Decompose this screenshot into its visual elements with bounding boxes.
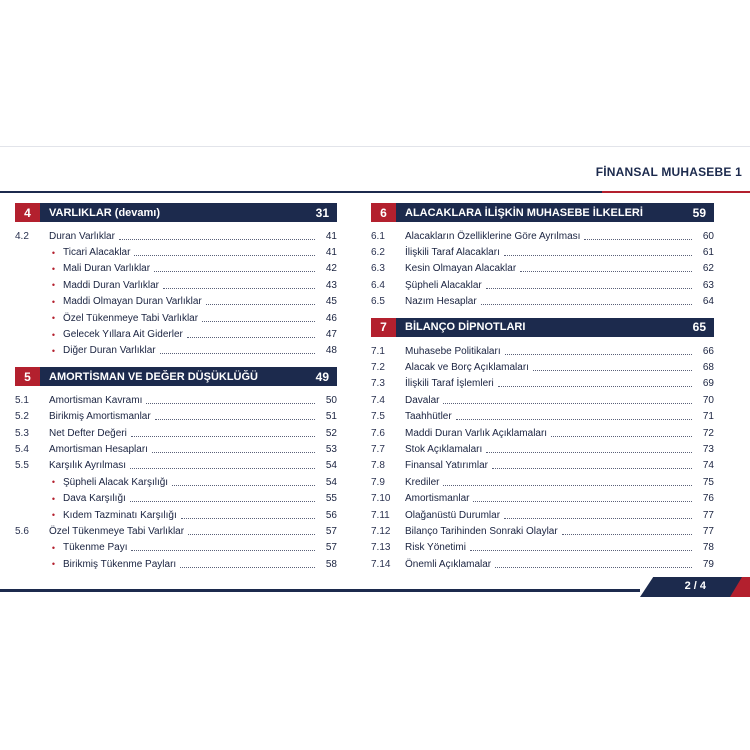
toc-entry[interactable] [15, 523, 337, 539]
entry-label: Taahhütler [405, 411, 452, 423]
entry-label: Kesin Olmayan Alacaklar [405, 263, 517, 275]
entry-label: Maddi Duran Varlıklar [63, 279, 159, 291]
dot-leader [180, 567, 315, 568]
bullet-icon: • [51, 542, 55, 553]
entry-number: 6.2 [371, 247, 385, 259]
entry-number: 7.5 [371, 411, 385, 423]
dot-leader [146, 403, 315, 404]
bullet-icon: • [51, 247, 55, 258]
section-6-entries [371, 228, 714, 310]
toc-entry[interactable] [371, 294, 714, 310]
entry-label: Alacakların Özelliklerine Göre Ayrılması [405, 230, 581, 242]
entry-label: Krediler [405, 476, 440, 488]
toc-entry[interactable] [371, 359, 714, 375]
dot-leader [504, 255, 692, 256]
entry-label: Şüpheli Alacak Karşılığı [63, 476, 169, 488]
entry-label: Dava Karşılığı [63, 493, 126, 505]
toc-entry[interactable] [371, 425, 714, 441]
toc-entry[interactable] [371, 244, 714, 260]
bullet-icon: • [51, 296, 55, 307]
entry-page: 72 [702, 427, 714, 439]
entry-page: 76 [702, 493, 714, 505]
section-title: BİLANÇO DİPNOTLARI [405, 321, 526, 334]
entry-page: 58 [325, 558, 337, 570]
entry-number: 7.8 [371, 460, 385, 472]
entry-page: 52 [325, 427, 337, 439]
bullet-icon: • [51, 345, 55, 356]
entry-label: Amortisman Kavramı [49, 394, 143, 406]
entry-number: 5.6 [15, 525, 29, 537]
entry-number: 7.1 [371, 345, 385, 357]
dot-leader [155, 419, 315, 420]
section-7-entries [371, 343, 714, 572]
toc-subentry[interactable] [15, 474, 337, 490]
toc-subentry[interactable] [15, 556, 337, 572]
entry-label: Nazım Hesaplar [405, 296, 477, 308]
section-title: VARLIKLAR (devamı) [49, 206, 161, 219]
toc-entry[interactable] [371, 507, 714, 523]
footer-divider [0, 589, 640, 592]
toc-entry[interactable] [371, 261, 714, 277]
toc-subentry[interactable] [15, 540, 337, 556]
toc-subentry[interactable] [15, 310, 337, 326]
toc-entry[interactable] [15, 458, 337, 474]
entry-label: Mali Duran Varlıklar [63, 263, 151, 275]
dot-leader [131, 436, 315, 437]
entry-page: 69 [702, 378, 714, 390]
toc-entry[interactable] [371, 409, 714, 425]
entry-label: Önemli Açıklamalar [405, 558, 492, 570]
entry-page: 70 [702, 394, 714, 406]
toc-entry[interactable] [371, 474, 714, 490]
page-indicator: 2 / 4 [684, 580, 706, 592]
section-header-6[interactable] [371, 203, 714, 222]
section-page: 31 [315, 205, 329, 220]
dot-leader [473, 501, 692, 502]
bullet-icon: • [51, 510, 55, 521]
bullet-icon: • [51, 477, 55, 488]
toc-entry[interactable] [371, 228, 714, 244]
entry-label: Kıdem Tazminatı Karşılığı [63, 509, 177, 521]
entry-page: 54 [325, 476, 337, 488]
entry-label: Alacak ve Borç Açıklamaları [405, 362, 529, 374]
toc-subentry[interactable] [15, 244, 337, 260]
entry-label: Birikmiş Tükenme Payları [63, 558, 177, 570]
entry-number: 7.13 [371, 542, 391, 554]
dot-leader [584, 239, 692, 240]
toc-subentry[interactable] [15, 490, 337, 506]
section-header-5[interactable] [15, 367, 337, 386]
entry-page: 45 [325, 296, 337, 308]
dot-leader [160, 353, 315, 354]
entry-number: 6.4 [371, 279, 385, 291]
entry-number: 7.2 [371, 362, 385, 374]
dot-leader [504, 518, 692, 519]
entry-label: Bilanço Tarihinden Sonraki Olaylar [405, 525, 558, 537]
section-number: 7 [371, 318, 396, 337]
entry-label: Muhasebe Politikaları [405, 345, 501, 357]
entry-number: 7.12 [371, 525, 391, 537]
entry-number: 5.3 [15, 427, 29, 439]
entry-number: 7.9 [371, 476, 385, 488]
toc-entry[interactable] [15, 425, 337, 441]
entry-label: Maddi Duran Varlık Açıklamaları [405, 427, 548, 439]
entry-number: 7.11 [371, 509, 390, 521]
bullet-icon: • [51, 559, 55, 570]
toc-entry[interactable] [371, 490, 714, 506]
dot-leader [470, 550, 692, 551]
entry-number: 6.1 [371, 230, 385, 242]
toc-entry[interactable] [371, 523, 714, 539]
entry-page: 63 [702, 279, 714, 291]
dot-leader [481, 304, 692, 305]
section-number: 6 [371, 203, 396, 222]
document-title: FİNANSAL MUHASEBE 1 [595, 165, 742, 179]
dot-leader [206, 304, 315, 305]
toc-subentry[interactable] [15, 277, 337, 293]
entry-label: Amortisman Hesapları [49, 443, 148, 455]
dot-leader [486, 288, 692, 289]
toc-subentry[interactable] [15, 507, 337, 523]
entry-label: Ticari Alacaklar [63, 247, 131, 259]
entry-number: 4.2 [15, 230, 29, 242]
dot-leader [163, 288, 315, 289]
entry-label: Diğer Duran Varlıklar [63, 345, 156, 357]
entry-page: 74 [702, 460, 714, 472]
bullet-icon: • [51, 329, 55, 340]
entry-page: 50 [325, 394, 337, 406]
toc-left-column [15, 203, 337, 572]
entry-number: 5.1 [15, 394, 29, 406]
entry-label: Özel Tükenmeye Tabi Varlıklar [49, 525, 185, 537]
dot-leader [119, 239, 315, 240]
entry-page: 66 [702, 345, 714, 357]
toc-entry[interactable] [371, 343, 714, 359]
toc-subentry[interactable] [15, 261, 337, 277]
toc-entry[interactable] [15, 441, 337, 457]
entry-page: 53 [325, 443, 337, 455]
dot-leader [551, 436, 692, 437]
entry-page: 78 [702, 542, 714, 554]
entry-page: 60 [702, 230, 714, 242]
dot-leader [131, 550, 315, 551]
toc-entry[interactable] [371, 556, 714, 572]
dot-leader [187, 337, 315, 338]
dot-leader [172, 485, 315, 486]
section-page: 59 [692, 205, 706, 220]
dot-leader [492, 468, 692, 469]
entry-page: 77 [702, 509, 714, 521]
entry-page: 56 [325, 509, 337, 521]
entry-page: 43 [325, 279, 337, 291]
toc-subentry[interactable] [15, 294, 337, 310]
entry-page: 48 [325, 345, 337, 357]
dot-leader [562, 534, 692, 535]
entry-label: Birikmiş Amortismanlar [49, 411, 151, 423]
document-page [0, 146, 750, 609]
section-5-entries [15, 392, 337, 572]
entry-label: Davalar [405, 394, 440, 406]
entry-label: Duran Varlıklar [49, 230, 115, 242]
entry-page: 73 [702, 443, 714, 455]
dot-leader [134, 255, 315, 256]
section-page: 65 [692, 320, 706, 335]
section-header-4[interactable] [15, 203, 337, 222]
entry-label: Gelecek Yıllara Ait Giderler [63, 329, 183, 341]
entry-number: 7.3 [371, 378, 385, 390]
toc-entry[interactable] [371, 392, 714, 408]
entry-page: 47 [325, 329, 337, 341]
section-number: 5 [15, 367, 40, 386]
entry-number: 5.5 [15, 460, 29, 472]
entry-label: Olağanüstü Durumlar [405, 509, 501, 521]
entry-number: 7.7 [371, 443, 385, 455]
entry-page: 62 [702, 263, 714, 275]
entry-page: 54 [325, 460, 337, 472]
entry-page: 75 [702, 476, 714, 488]
dot-leader [152, 452, 315, 453]
entry-number: 5.4 [15, 443, 29, 455]
entry-label: Risk Yönetimi [405, 542, 466, 554]
entry-page: 57 [325, 542, 337, 554]
dot-leader [456, 419, 692, 420]
entry-page: 46 [325, 312, 337, 324]
entry-number: 7.6 [371, 427, 385, 439]
title-divider-accent [602, 191, 750, 193]
toc-entry[interactable] [15, 228, 337, 244]
dot-leader [498, 386, 692, 387]
entry-number: 7.4 [371, 394, 385, 406]
entry-label: Özel Tükenmeye Tabi Varlıklar [63, 312, 199, 324]
entry-page: 41 [325, 230, 337, 242]
dot-leader [130, 468, 315, 469]
bullet-icon: • [51, 280, 55, 291]
dot-leader [130, 501, 315, 502]
section-header-7[interactable] [371, 318, 714, 337]
entry-label: İlişkili Taraf Alacakları [405, 247, 500, 259]
entry-page: 41 [325, 247, 337, 259]
toc-entry[interactable] [371, 376, 714, 392]
toc-entry[interactable] [371, 277, 714, 293]
entry-label: Maddi Olmayan Duran Varlıklar [63, 296, 202, 308]
toc-subentry[interactable] [15, 343, 337, 359]
dot-leader [202, 321, 315, 322]
entry-label: Stok Açıklamaları [405, 443, 483, 455]
entry-label: Net Defter Değeri [49, 427, 127, 439]
entry-page: 64 [702, 296, 714, 308]
toc-entry[interactable] [15, 409, 337, 425]
section-4-entries [15, 228, 337, 359]
entry-page: 57 [325, 525, 337, 537]
toc-entry[interactable] [371, 540, 714, 556]
entry-number: 6.3 [371, 263, 385, 275]
section-title: ALACAKLARA İLİŞKİN MUHASEBE İLKELERİ [405, 206, 643, 219]
entry-page: 68 [702, 362, 714, 374]
dot-leader [533, 370, 692, 371]
toc-entry[interactable] [371, 458, 714, 474]
entry-label: Amortismanlar [405, 493, 470, 505]
toc-entry[interactable] [371, 441, 714, 457]
dot-leader [188, 534, 315, 535]
entry-label: Tükenme Payı [63, 542, 128, 554]
toc-subentry[interactable] [15, 326, 337, 342]
section-title: AMORTİSMAN VE DEĞER DÜŞÜKLÜĞÜ [49, 370, 259, 383]
entry-page: 79 [702, 558, 714, 570]
entry-label: Karşılık Ayrılması [49, 460, 127, 472]
toc-right-column [371, 203, 714, 572]
dot-leader [486, 452, 692, 453]
entry-page: 77 [702, 525, 714, 537]
bullet-icon: • [51, 313, 55, 324]
entry-page: 61 [702, 247, 714, 259]
entry-label: İlişkili Taraf İşlemleri [405, 378, 494, 390]
entry-number: 5.2 [15, 411, 29, 423]
entry-page: 51 [325, 411, 337, 423]
dot-leader [443, 485, 692, 486]
toc-entry[interactable] [15, 392, 337, 408]
bullet-icon: • [51, 493, 55, 504]
entry-label: Şüpheli Alacaklar [405, 279, 482, 291]
dot-leader [505, 354, 692, 355]
dot-leader [443, 403, 692, 404]
dot-leader [181, 518, 315, 519]
entry-number: 7.10 [371, 493, 391, 505]
dot-leader [520, 271, 692, 272]
entry-number: 6.5 [371, 296, 385, 308]
entry-page: 42 [325, 263, 337, 275]
entry-page: 71 [702, 411, 714, 423]
entry-label: Finansal Yatırımlar [405, 460, 488, 472]
dot-leader [495, 567, 692, 568]
section-number: 4 [15, 203, 40, 222]
section-page: 49 [315, 369, 329, 384]
bullet-icon: • [51, 263, 55, 274]
entry-number: 7.14 [371, 558, 391, 570]
dot-leader [154, 271, 315, 272]
entry-page: 55 [325, 493, 337, 505]
